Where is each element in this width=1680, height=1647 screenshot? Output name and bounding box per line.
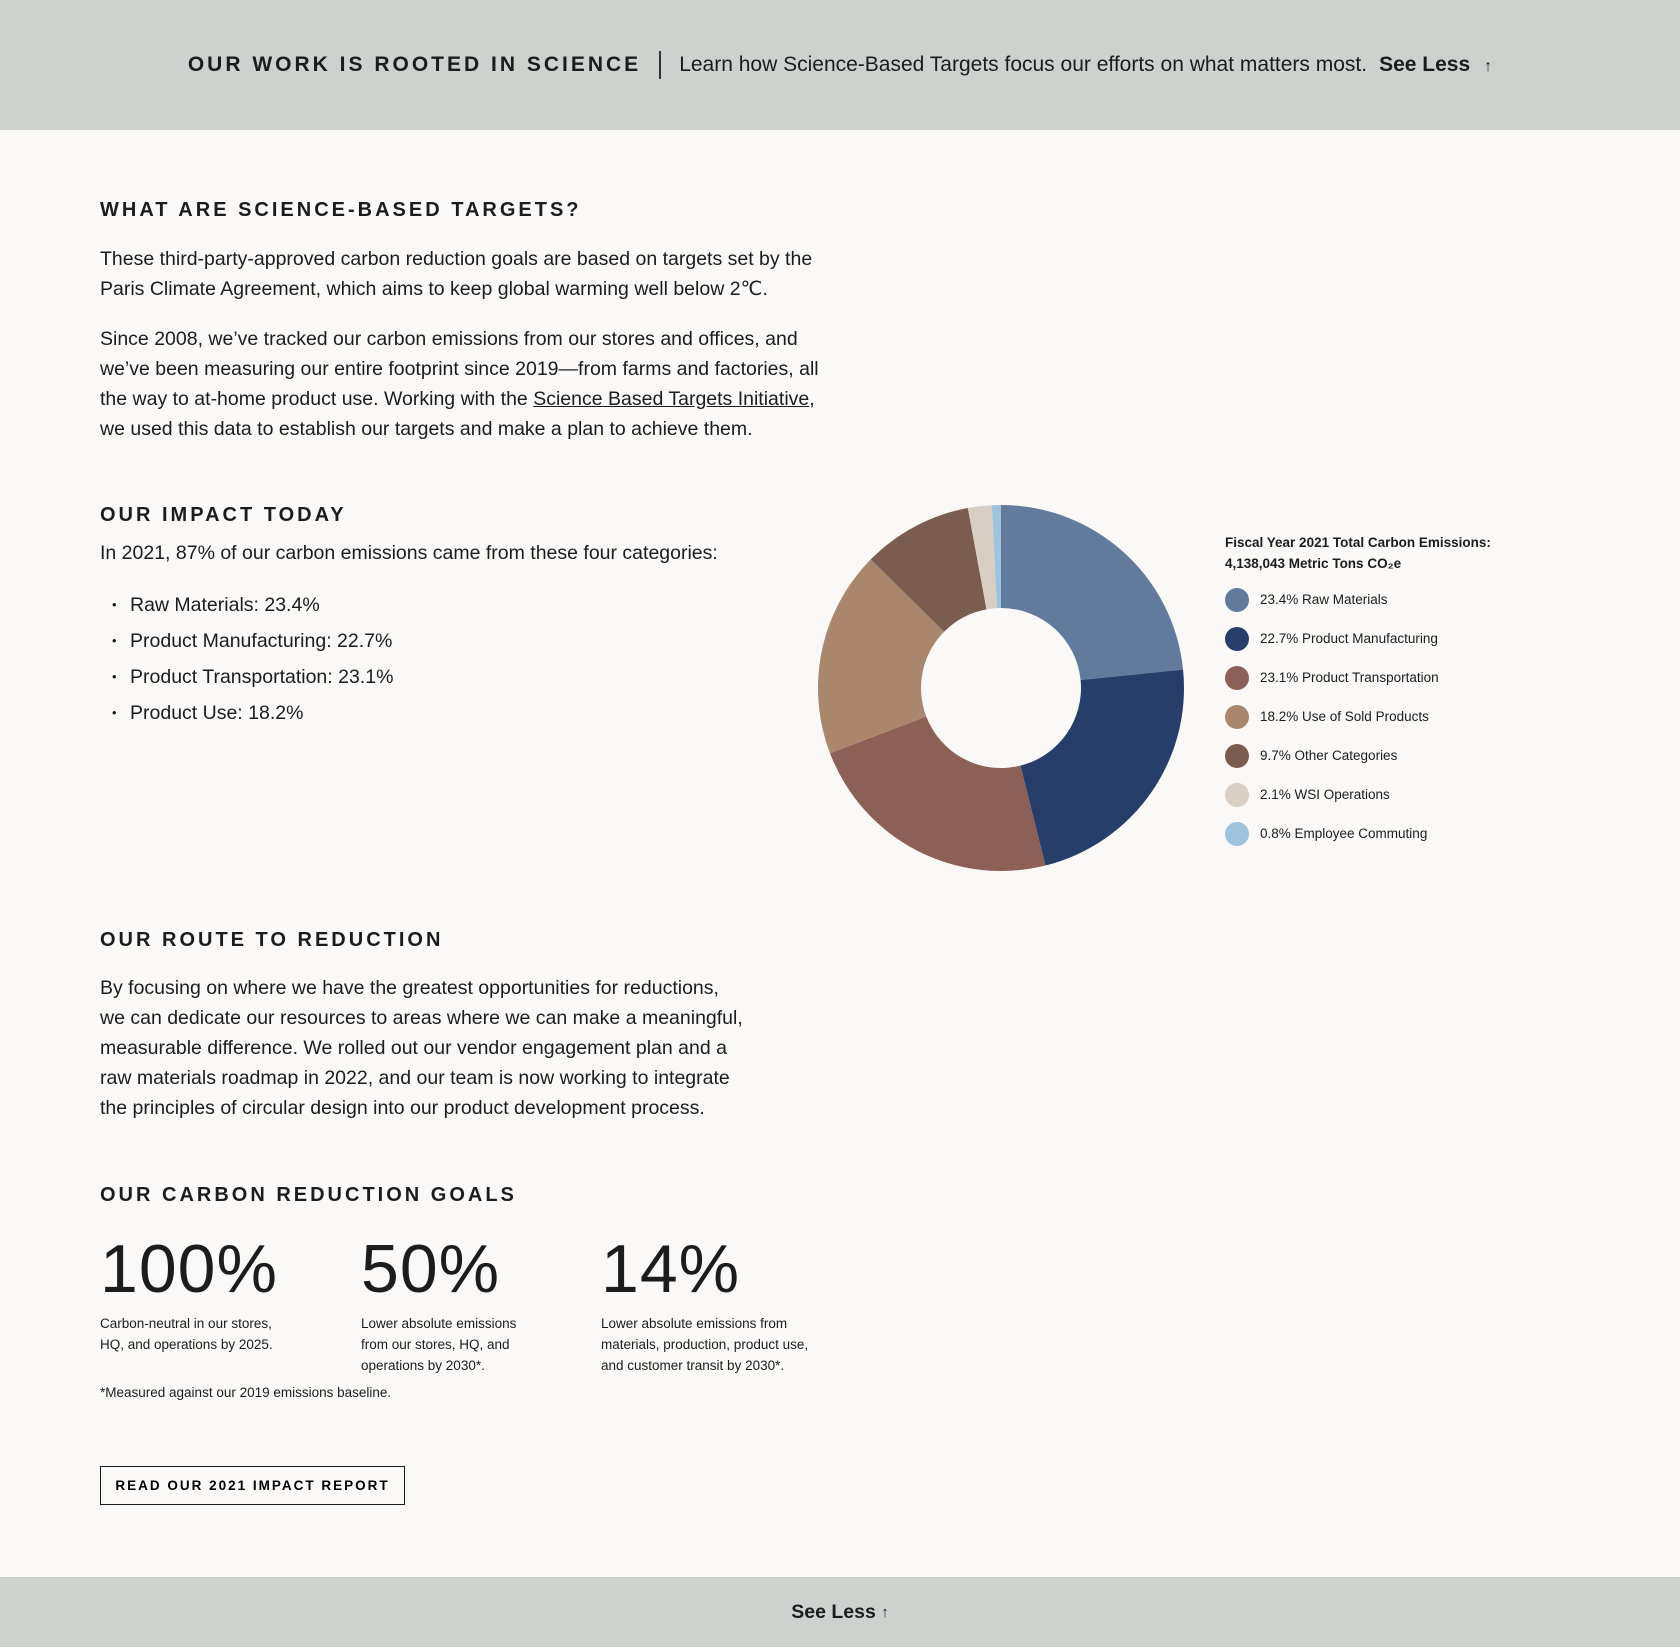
sbt-heading: WHAT ARE SCIENCE-BASED TARGETS? <box>100 199 582 221</box>
sbt-p2-line2: we’ve been measuring our entire footprint since 2019—from farms and factories, all <box>100 358 819 380</box>
legend-item-product-transportation <box>1225 658 1491 697</box>
see-less-bottom-label[interactable]: See Less <box>791 1600 876 1623</box>
sbt-p2-line4: we used this data to establish our targets and make a plan to achieve them. <box>100 418 753 440</box>
sbt-p1-line1: These third-party-approved carbon reduction goals are based on targets set by the <box>100 248 813 270</box>
goal-desc-line: Carbon-neutral in our stores, <box>100 1316 272 1331</box>
legend-label: 23.4% Raw Materials <box>1260 592 1388 607</box>
goal-description <box>100 1313 361 1355</box>
legend-label: 18.2% Use of Sold Products <box>1260 709 1429 724</box>
legend-item-product-manufacturing <box>1225 619 1491 658</box>
goal-item <box>100 1229 361 1376</box>
science-banner <box>0 0 1680 130</box>
sbt-p2-line1: Since 2008, we’ve tracked our carbon emissions from our stores and offices, and <box>100 328 798 350</box>
goal-value: 14% <box>601 1231 741 1307</box>
goal-item <box>601 1229 881 1376</box>
list-item: • Product Manufacturing: 22.7% <box>130 623 393 659</box>
chart-title: Fiscal Year 2021 Total Carbon Emissions: <box>1225 535 1491 550</box>
legend-label: 2.1% WSI Operations <box>1260 787 1390 802</box>
legend-item-raw-materials <box>1225 580 1491 619</box>
main-content <box>0 130 1680 1577</box>
goal-description <box>601 1313 881 1376</box>
route-line5: the principles of circular design into our product development process. <box>100 1097 705 1119</box>
arrow-up-icon[interactable]: ↑ <box>1484 58 1493 75</box>
legend-label: 0.8% Employee Commuting <box>1260 826 1428 841</box>
goal-desc-line: Lower absolute emissions from <box>601 1316 788 1331</box>
legend-item-employee-commuting <box>1225 814 1491 853</box>
chart-legend <box>1225 532 1491 853</box>
impact-category-list <box>100 587 393 731</box>
list-item: • Raw Materials: 23.4% <box>130 587 393 623</box>
goals-footnote: *Measured against our 2019 emissions baseline. <box>100 1385 392 1400</box>
legend-label: 9.7% Other Categories <box>1260 748 1398 763</box>
goal-item <box>361 1229 601 1376</box>
banner-divider <box>659 51 661 79</box>
sbt-paragraph-1 <box>100 244 812 304</box>
goal-desc-line: Lower absolute emissions <box>361 1316 517 1331</box>
legend-label: 22.7% Product Manufacturing <box>1260 631 1438 646</box>
banner-title: OUR WORK IS ROOTED IN SCIENCE <box>187 53 642 76</box>
legend-swatch <box>1225 627 1249 651</box>
legend-swatch <box>1225 666 1249 690</box>
route-heading: OUR ROUTE TO REDUCTION <box>100 929 444 951</box>
sbti-link[interactable]: Science Based Targets Initiative <box>533 388 810 410</box>
list-item: • Product Transportation: 23.1% <box>130 659 393 695</box>
sbt-p2-line3-post: , <box>809 388 815 410</box>
read-impact-report-button[interactable]: READ OUR 2021 IMPACT REPORT <box>100 1466 405 1505</box>
emissions-donut-chart <box>815 502 1187 874</box>
see-less-top-link[interactable] <box>1379 53 1492 77</box>
legend-swatch <box>1225 588 1249 612</box>
legend-item-wsi-operations <box>1225 775 1491 814</box>
goal-desc-line: operations by 2030*. <box>361 1358 485 1373</box>
goal-desc-line: materials, production, product use, <box>601 1337 809 1352</box>
legend-swatch <box>1225 705 1249 729</box>
goal-value: 50% <box>361 1231 501 1307</box>
donut-slice-product-manufacturing <box>1020 670 1184 866</box>
goal-desc-line: HQ, and operations by 2025. <box>100 1337 273 1352</box>
legend-swatch <box>1225 744 1249 768</box>
see-less-bottom-bar[interactable] <box>0 1577 1680 1647</box>
goals-heading: OUR CARBON REDUCTION GOALS <box>100 1184 517 1206</box>
route-line2: we can dedicate our resources to areas where we can make a meaningful, <box>100 1007 743 1029</box>
legend-swatch <box>1225 783 1249 807</box>
sbt-p2-line3-pre: the way to at-home product use. Working with the <box>100 388 534 410</box>
banner-text: Learn how Science-Based Targets focus our efforts on what matters most. <box>679 53 1368 76</box>
legend-swatch <box>1225 822 1249 846</box>
route-line3: measurable difference. We rolled out our vendor engagement plan and a <box>100 1037 727 1059</box>
chart-subtitle: 4,138,043 Metric Tons CO₂e <box>1225 556 1402 571</box>
donut-slice-raw-materials <box>1001 505 1183 680</box>
impact-intro: In 2021, 87% of our carbon emissions came from these four categories: <box>100 542 718 564</box>
legend-item-other-categories <box>1225 736 1491 775</box>
goal-desc-line: and customer transit by 2030*. <box>601 1358 785 1373</box>
goal-value: 100% <box>100 1231 278 1307</box>
route-line1: By focusing on where we have the greatest opportunities for reductions, <box>100 977 719 999</box>
see-less-top-label[interactable]: See Less <box>1379 53 1471 76</box>
sbt-paragraph-2 <box>100 324 819 444</box>
route-line4: raw materials roadmap in 2022, and our team is now working to integrate <box>100 1067 730 1089</box>
legend-item-use-of-sold-products <box>1225 697 1491 736</box>
route-paragraph <box>100 973 743 1123</box>
legend-label: 23.1% Product Transportation <box>1260 670 1439 685</box>
list-item: • Product Use: 18.2% <box>130 695 393 731</box>
arrow-up-icon[interactable]: ↑ <box>881 1603 889 1621</box>
sbt-p1-line2: Paris Climate Agreement, which aims to keep global warming well below 2℃. <box>100 278 768 300</box>
impact-heading: OUR IMPACT TODAY <box>100 504 347 526</box>
goals-row <box>100 1229 881 1376</box>
goal-desc-line: from our stores, HQ, and <box>361 1337 510 1352</box>
goal-description <box>361 1313 601 1376</box>
